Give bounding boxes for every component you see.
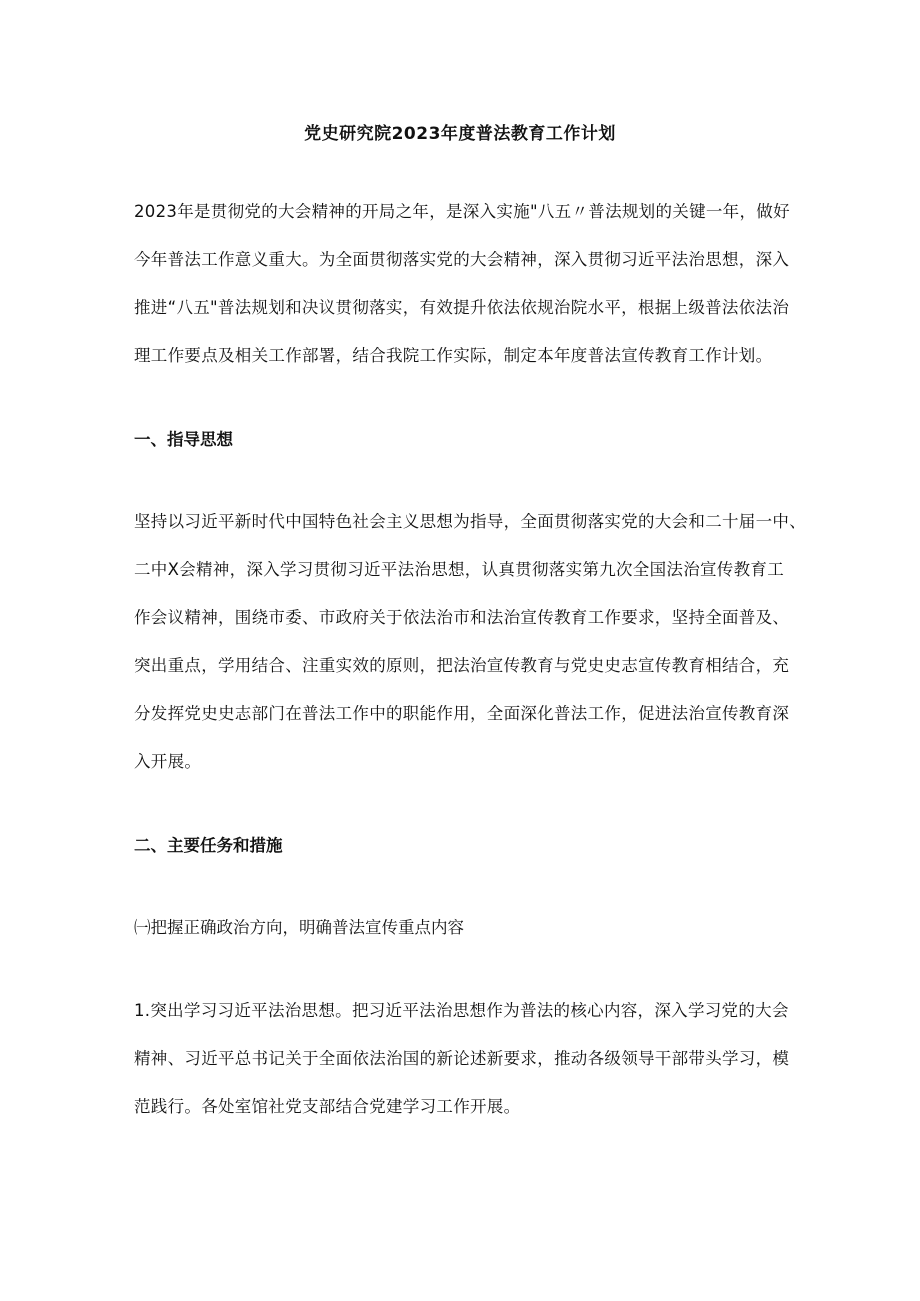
section-1-line: 突出重点，学用结合、注重实效的原则，把法治宣传教育与党史史志宣传教育相结合，充	[134, 656, 790, 675]
section-1-line: 作会议精神，围绕市委、市政府关于依法治市和法治宣传教育工作要求，坚持全面普及、	[134, 608, 790, 627]
section-1-heading: 一、指导思想	[134, 430, 233, 449]
section-1-paragraph	[134, 498, 806, 786]
section-1-line: 二中X会精神，深入学习贯彻习近平法治思想，认真贯彻落实第九次全国法治宣传教育工	[134, 560, 785, 579]
section-2-item-1	[134, 987, 798, 1131]
intro-line: 今年普法工作意义重大。为全面贯彻落实党的大会精神，深入贯彻习近平法治思想，深入	[134, 250, 790, 269]
section-2-subheading: ㈠把握正确政治方向，明确普法宣传重点内容	[134, 918, 464, 937]
section-1-line: 坚持以习近平新时代中国特色社会主义思想为指导，全面贯彻落实党的大会和二十届一中、	[134, 512, 806, 531]
item-1-line: 范践行。各处室馆社党支部结合党建学习工作开展。	[134, 1097, 521, 1116]
section-1-line: 入开展。	[134, 752, 202, 771]
section-1-line: 分发挥党史史志部门在普法工作中的职能作用，全面深化普法工作，促进法治宣传教育深	[134, 704, 790, 723]
item-1-line: 精神、习近平总书记关于全面依法治国的新论述新要求，推动各级领导干部带头学习，模	[134, 1049, 790, 1068]
intro-line: 理工作要点及相关工作部署，结合我院工作实际，制定本年度普法宣传教育工作计划。	[134, 346, 773, 365]
intro-paragraph	[134, 188, 798, 380]
intro-line: 推进“八五"普法规划和决议贯彻落实，有效提升依法依规治院水平，根据上级普法依法治	[134, 298, 790, 317]
item-1-line: 1.突出学习习近平法治思想。把习近平法治思想作为普法的核心内容，深入学习党的大会	[134, 1001, 789, 1020]
document-title: 党史研究院2023年度普法教育工作计划	[304, 124, 616, 144]
intro-line: 2023年是贯彻党的大会精神的开局之年，是深入实施"八五〃普法规划的关键一年，做好	[134, 202, 790, 221]
section-2-heading: 二、主要任务和措施	[134, 836, 283, 855]
